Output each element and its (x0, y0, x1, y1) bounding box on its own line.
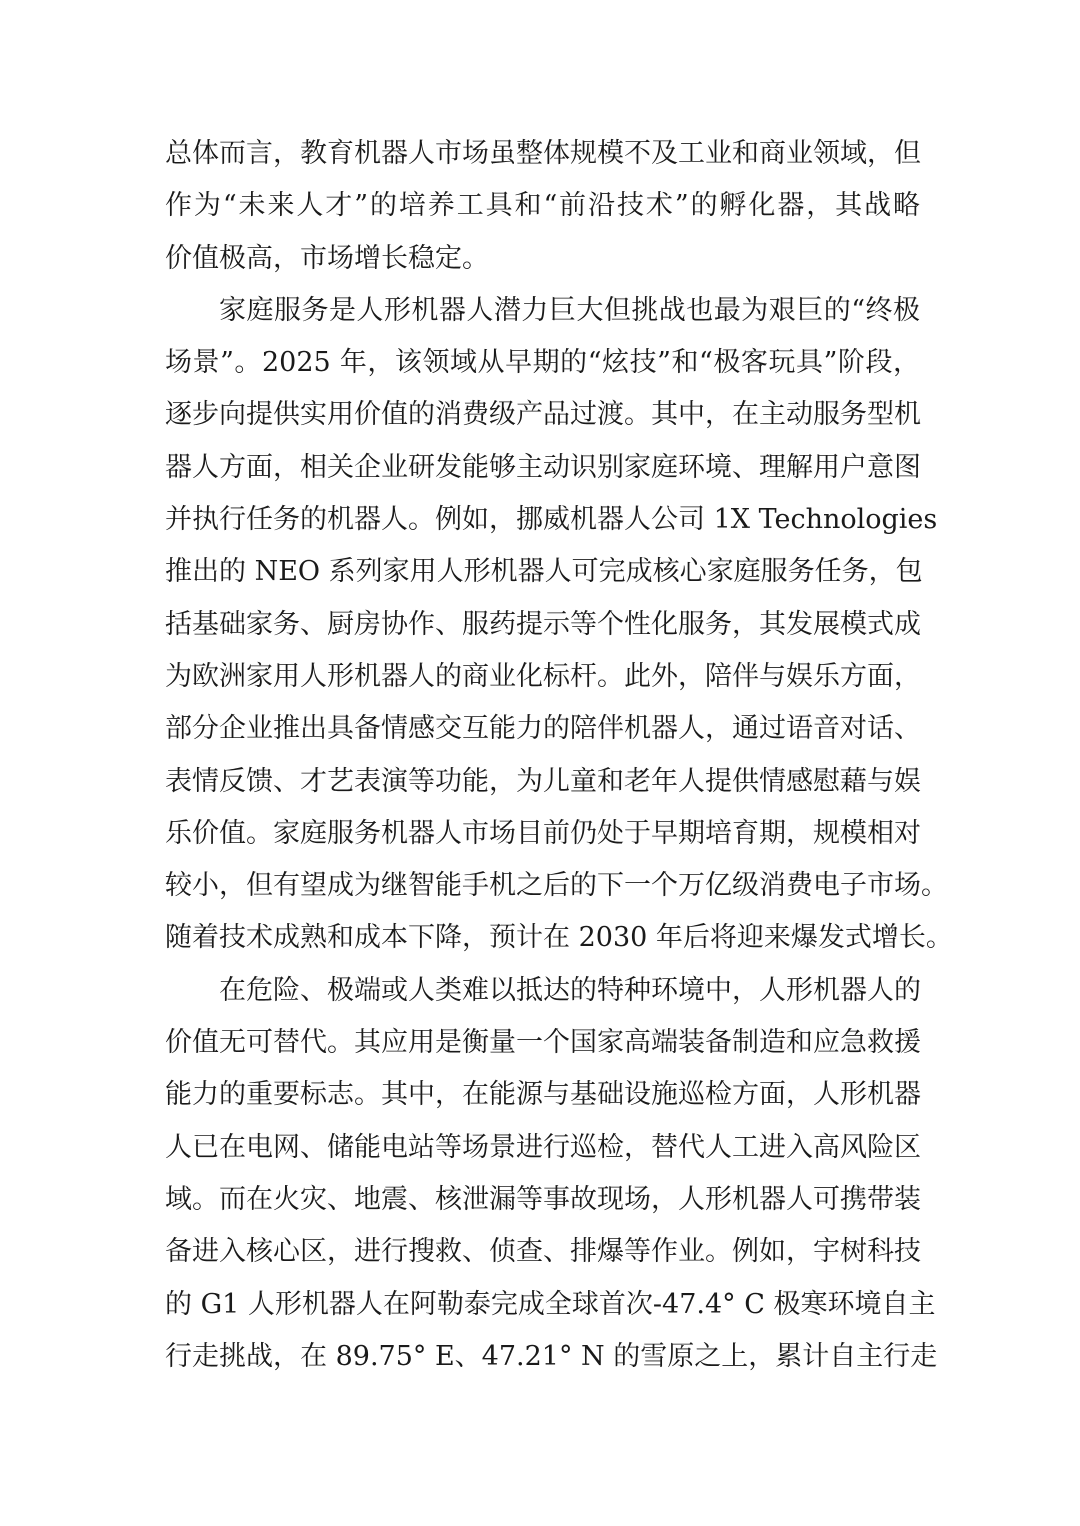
text-line: 器人方面，相关企业研发能够主动识别家庭环境、理解用户意图 (165, 451, 921, 483)
text-line: 的 G1 人形机器人在阿勒泰完成全球首次-47.4° C 极寒环境自主 (165, 1288, 936, 1320)
text-line: 价值极高，市场增长稳定。 (165, 242, 489, 274)
text-line: 表情反馈、才艺表演等功能，为儿童和老年人提供情感慰藉与娱 (165, 765, 921, 797)
text-line: 并执行任务的机器人。例如，挪威机器人公司 1X Technologies (165, 504, 938, 536)
text-line: 推出的 NEO 系列家用人形机器人可完成核心家庭服务任务，包 (165, 556, 923, 588)
body-text (165, 128, 953, 1383)
text-line: 乐价值。家庭服务机器人市场目前仍处于早期培育期，规模相对 (165, 817, 921, 849)
text-line: 部分企业推出具备情感交互能力的陪伴机器人，通过语音对话、 (165, 713, 921, 745)
text-line: 家庭服务是人形机器人潜力巨大但挑战也最为艰巨的“终极 (219, 294, 920, 326)
text-line: 场景”。2025 年，该领域从早期的“炫技”和“极客玩具”阶段， (165, 347, 920, 379)
text-line: 价值无可替代。其应用是衡量一个国家高端装备制造和应急救援 (165, 1027, 921, 1059)
text-line: 能力的重要标志。其中，在能源与基础设施巡检方面，人形机器 (165, 1079, 921, 1111)
text-line: 总体而言，教育机器人市场虽整体规模不及工业和商业领域，但 (165, 138, 921, 169)
text-line: 逐步向提供实用价值的消费级产品过渡。其中，在主动服务型机 (165, 399, 921, 431)
text-line: 备进入核心区，进行搜救、侦查、排爆等作业。例如，宇树科技 (165, 1236, 921, 1268)
text-line: 括基础家务、厨房协作、服药提示等个性化服务，其发展模式成 (165, 608, 921, 640)
text-line: 为欧洲家用人形机器人的商业化标杆。此外，陪伴与娱乐方面， (165, 660, 921, 692)
text-line: 较小，但有望成为继智能手机之后的下一个万亿级消费电子市场。 (165, 870, 948, 902)
text-line: 域。而在火灾、地震、核泄漏等事故现场，人形机器人可携带装 (165, 1183, 921, 1215)
text-line: 在危险、极端或人类难以抵达的特种环境中，人形机器人的 (219, 974, 921, 1006)
text-line: 随着技术成熟和成本下降，预计在 2030 年后将迎来爆发式增长。 (165, 922, 953, 954)
text-line: 人已在电网、储能电站等场景进行巡检，替代人工进入高风险区 (165, 1131, 921, 1163)
text-line: 作为“未来人才”的培养工具和“前沿技术”的孵化器，其战略 (165, 190, 920, 222)
text-line: 行走挑战，在 89.75° E、47.21° N 的雪原之上，累计自主行走 (165, 1340, 938, 1372)
